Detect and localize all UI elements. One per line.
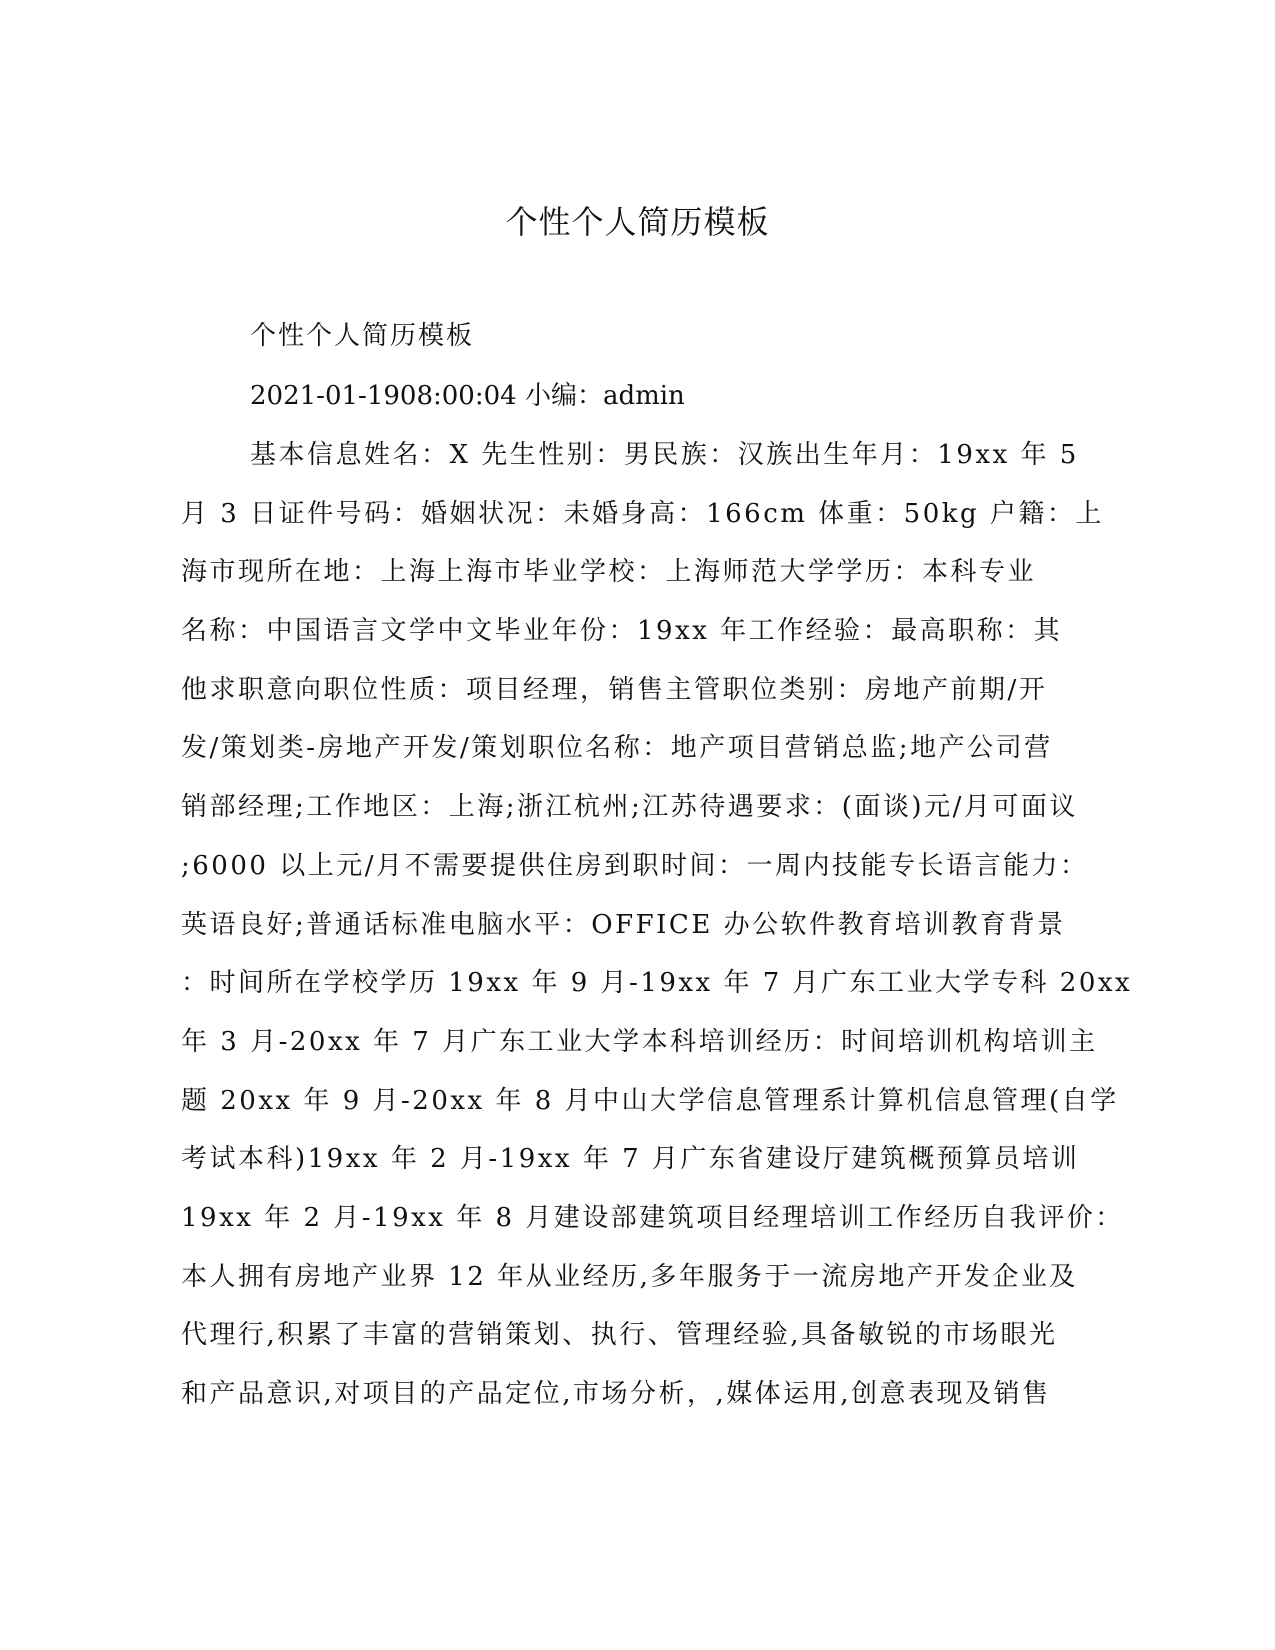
publish-meta: 2021-01-1908:00:04 小编：admin xyxy=(250,381,685,411)
body-line: ;6000 以上元/月不需要提供住房到职时间：一周内技能专长语言能力： xyxy=(181,850,1089,881)
body-line: 考试本科)19xx 年 2 月-19xx 年 7 月广东省建设厅建筑概预算员培训 xyxy=(181,1144,1080,1175)
document-subtitle: 个性个人简历模板 xyxy=(250,321,475,351)
body-line: 19xx 年 2 月-19xx 年 8 月建设部建筑项目经理培训工作经历自我评价： xyxy=(181,1202,1124,1233)
resume-body xyxy=(181,437,1133,1435)
body-line: 英语良好;普通话标准电脑水平：OFFICE 办公软件教育培训教育背景 xyxy=(181,909,1066,940)
body-line: 题 20xx 年 9 月-20xx 年 8 月中山大学信息管理系计算机信息管理(自学 xyxy=(181,1085,1119,1116)
page-title: 个性个人简历模板 xyxy=(505,203,770,241)
body-line: 基本信息姓名：X 先生性别：男民族：汉族出生年月：19xx 年 5 xyxy=(250,440,1079,470)
body-line: 名称：中国语言文学中文毕业年份：19xx 年工作经验：最高职称：其 xyxy=(181,616,1063,647)
body-line: 本人拥有房地产业界 12 年从业经历,多年服务于一流房地产开发企业及 xyxy=(181,1261,1078,1292)
body-line: ：时间所在学校学历 19xx 年 9 月-19xx 年 7 月广东工业大学专科 20xx xyxy=(181,968,1133,999)
body-line: 发/策划类-房地产开发/策划职位名称：地产项目营销总监;地产公司营 xyxy=(181,733,1053,764)
body-line: 他求职意向职位性质：项目经理，销售主管职位类别：房地产前期/开 xyxy=(181,674,1048,705)
body-line: 销部经理;工作地区：上海;浙江杭州;江苏待遇要求：(面谈)元/月可面议 xyxy=(181,792,1078,823)
body-line: 年 3 月-20xx 年 7 月广东工业大学本科培训经历：时间培训机构培训主 xyxy=(181,1026,1098,1057)
body-line: 月 3 日证件号码：婚姻状况：未婚身高：166cm 体重：50kg 户籍：上 xyxy=(181,498,1104,529)
body-line: 和产品意识,对项目的产品定位,市场分析，,媒体运用,创意表现及销售 xyxy=(181,1379,1051,1409)
body-line: 海市现所在地：上海上海市毕业学校：上海师范大学学历：本科专业 xyxy=(181,557,1037,588)
body-line: 代理行,积累了丰富的营销策划、执行、管理经验,具备敏锐的市场眼光 xyxy=(181,1320,1058,1351)
